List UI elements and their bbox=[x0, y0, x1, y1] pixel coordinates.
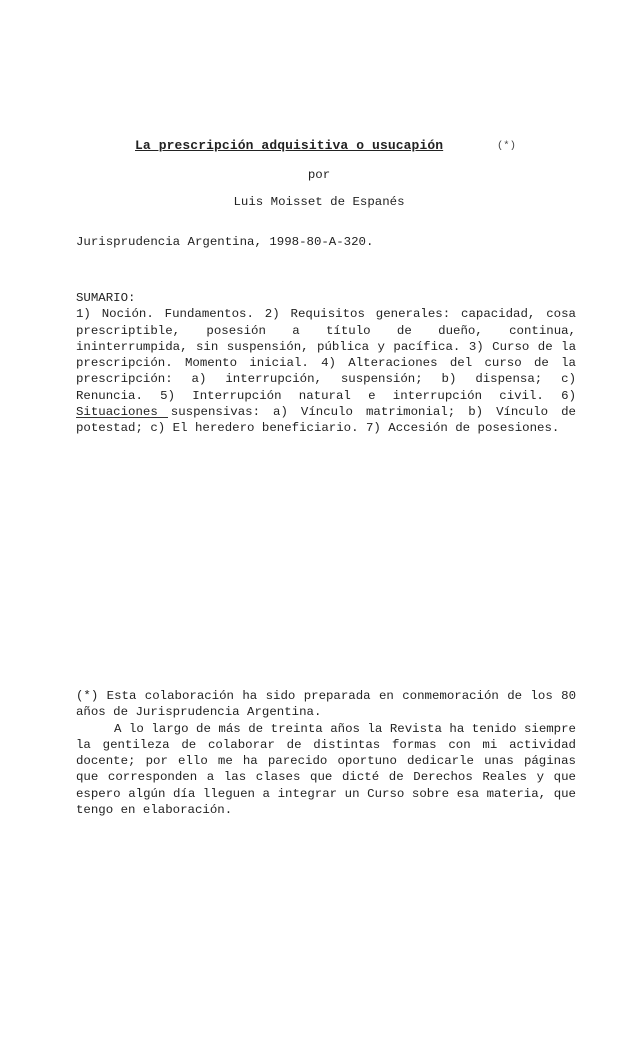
by-line: por bbox=[307, 168, 331, 182]
footnote-second-paragraph: A lo largo de más de treinta años la Revista ha tenido siempre la gentileza de colaborar de distintas formas con mi actividad docente; por ello me ha parecido oportuno dedicarle unas páginas que corresponden a las clases que dicté de Derechos Reales y que espero algún día lleguen a integrar un Curso sobre esa materia, que tengo en elaboración. bbox=[76, 721, 576, 818]
summary-section bbox=[76, 290, 576, 437]
citation: Jurisprudencia Argentina, 1998-80-A-320. bbox=[76, 235, 374, 249]
summary-text: 1) Noción. Fundamentos. 2) Requisitos generales: capacidad, cosa prescriptible, posesión a título de dueño, continua, ininterrumpida, sin suspensión, pública y pacífica. 3) Curso de la prescripción. Momento inicial. 4) Alteraciones del curso de la prescripción: a) interrupción, suspensión; b) dispensa; c) Renuncia. 5) Interrupción natural e interrupción civil. 6) Situaciones suspensivas: a) Vínculo matrimonial; b) Vínculo de potestad; c) El heredero beneficiario. 7) Accesión de posesiones. bbox=[76, 307, 576, 436]
footnote-separator bbox=[76, 417, 168, 418]
document-title: La prescripción adquisitiva o usucapión bbox=[135, 138, 444, 153]
footnote-section bbox=[76, 688, 576, 818]
footnote-reference-mark: (*) bbox=[497, 140, 516, 152]
title-line bbox=[0, 138, 638, 156]
summary-heading: SUMARIO: bbox=[76, 291, 136, 305]
author-name: Luis Moisset de Espanés bbox=[233, 195, 405, 209]
footnote-first-paragraph: (*) Esta colaboración ha sido preparada en conmemoración de los 80 años de Jurisprudencia Argentina. bbox=[76, 689, 576, 720]
